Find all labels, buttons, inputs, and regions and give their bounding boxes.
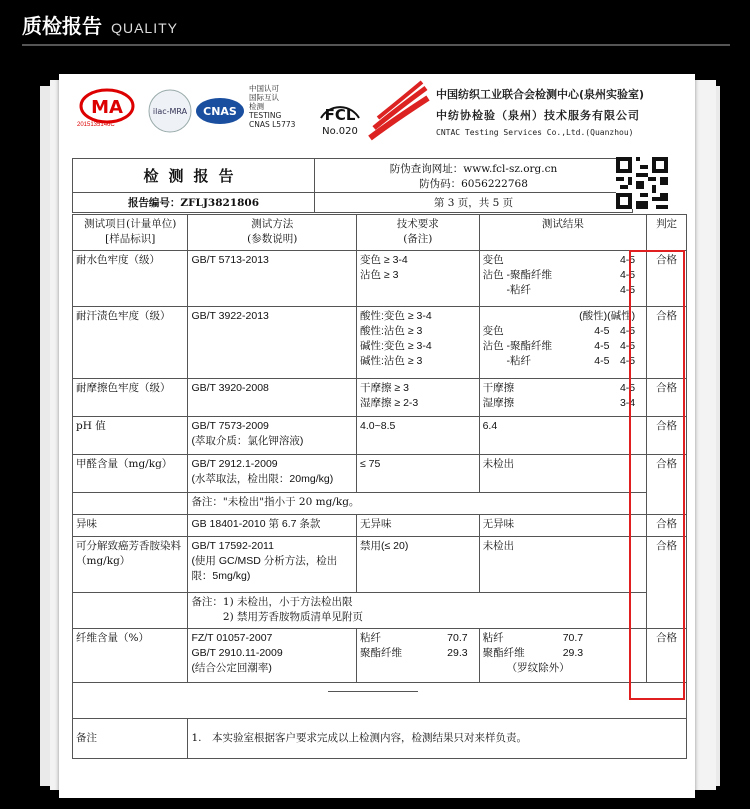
result-label: 变色 <box>482 325 504 337</box>
col-method-label: 测试方法 <box>251 218 294 230</box>
table-row <box>73 251 687 307</box>
row-note <box>188 593 647 629</box>
result-line <box>483 283 644 298</box>
result-line <box>483 381 644 396</box>
method-line: GB/T 7573-2009 <box>191 420 269 432</box>
logo-strip <box>59 74 695 154</box>
row-result <box>479 251 647 307</box>
note-row <box>73 593 687 629</box>
blank-cell <box>73 683 687 719</box>
req-line: 酸性:沾色 ≥ 3 <box>360 325 423 337</box>
row-result <box>479 379 647 417</box>
blank-rule <box>328 691 418 692</box>
col-req <box>357 215 480 251</box>
row-method: GB 18401-2010 第 6.7 条款 <box>188 515 357 537</box>
cnas-logo <box>195 96 245 126</box>
note-row <box>73 493 687 515</box>
row-result <box>479 629 647 683</box>
cnas-line: CNAS L5773 <box>249 120 296 129</box>
report-sheet <box>59 74 695 798</box>
req-value: 70.7 <box>447 632 468 644</box>
result-value: 4-5 4-5 <box>594 355 636 367</box>
row-item: 异味 <box>73 515 188 537</box>
row-method: GB/T 3922-2013 <box>188 307 357 379</box>
row-verdict: 合格 <box>647 537 687 629</box>
row-result: 未检出 <box>479 455 647 493</box>
result-value: 4-5 4-5 <box>594 340 636 352</box>
result-line <box>483 324 644 339</box>
org-line-3: CNTAC Testing Services Co.,Ltd.(Quanzhou) <box>436 128 634 137</box>
req-line: 酸性:变色 ≥ 3-4 <box>360 310 432 322</box>
result-label: 沾色 -聚酯纤维 <box>482 340 553 352</box>
result-value: (酸性)(碱性) <box>579 310 636 322</box>
row-item: 可分解致癌芳香胺染料（mg/kg） <box>73 537 188 593</box>
row-result: 无异味 <box>479 515 647 537</box>
row-req: ≤ 75 <box>357 455 480 493</box>
fcl-text: FCL <box>324 106 356 124</box>
method-line: GB/T 17592-2011 <box>191 540 274 552</box>
remark-text: 1. 本实验室根据客户要求完成以上检测内容，检测结果只对来样负责。 <box>188 719 687 759</box>
result-value: 4-5 <box>619 284 636 296</box>
page-number: 第 3 页，共 5 页 <box>315 193 633 213</box>
table-row <box>73 629 687 683</box>
result-line <box>483 309 644 324</box>
row-verdict: 合格 <box>647 629 687 683</box>
req-value: 29.3 <box>447 647 468 659</box>
row-req <box>357 307 480 379</box>
note-line: 备注：1) 未检出，小于方法检出限 <box>191 596 353 608</box>
row-method: GB/T 5713-2013 <box>188 251 357 307</box>
result-line <box>483 646 644 661</box>
result-label: 干摩擦 <box>482 382 515 394</box>
verify-url: 防伪查询网址：www.fcl-sz.org.cn <box>389 162 558 175</box>
result-value: 4-5 <box>619 254 636 266</box>
row-req: 禁用(≤ 20) <box>357 537 480 593</box>
result-value: 29.3 <box>562 647 584 659</box>
table-row <box>73 307 687 379</box>
row-req <box>357 379 480 417</box>
result-label: 粘纤 <box>482 632 504 644</box>
req-label: 聚酯纤维 <box>360 647 402 659</box>
method-line: (结合公定回潮率) <box>191 662 272 674</box>
fcl-no: No.020 <box>322 126 358 137</box>
req-line: 碱性:沾色 ≥ 3 <box>360 355 423 367</box>
col-verdict: 判定 <box>647 215 687 251</box>
qr-code <box>616 157 668 209</box>
cnas-text: CNAS <box>203 105 237 118</box>
row-method <box>188 629 357 683</box>
cnas-line: 中国认可 <box>249 84 279 93</box>
method-line: GB/T 2910.11-2009 <box>191 647 283 659</box>
col-method <box>188 215 357 251</box>
result-value: 4-5 <box>619 382 636 394</box>
cnas-line: 国际互认 <box>249 93 279 102</box>
row-verdict: 合格 <box>647 251 687 307</box>
result-value: 4-5 <box>619 269 636 281</box>
table-row <box>73 515 687 537</box>
table-row <box>73 379 687 417</box>
req-line: 湿摩擦 ≥ 2-3 <box>360 397 419 409</box>
table-row <box>73 455 687 493</box>
col-req-label: 技术要求 <box>396 218 439 230</box>
row-note: 备注："未检出"指小于 20 mg/kg。 <box>188 493 647 515</box>
result-line <box>483 354 644 369</box>
result-line <box>483 396 644 411</box>
organization-name <box>436 86 644 137</box>
col-item-label: 测试项目(计量单位) <box>84 218 177 230</box>
page-header <box>22 10 178 39</box>
result-label: -粘纤 <box>482 284 532 296</box>
result-label: 湿摩擦 <box>482 397 515 409</box>
ma-text: MA <box>91 97 123 118</box>
row-req <box>357 251 480 307</box>
header-row <box>73 215 687 251</box>
note-spacer <box>73 593 188 629</box>
remark-label: 备注 <box>73 719 188 759</box>
org-line-1: 中国纺织工业联合会检测中心(泉州实验室) <box>436 88 645 101</box>
result-label: 变色 <box>482 254 504 266</box>
result-value: 3-4 <box>619 397 636 409</box>
verdict-highlight-box <box>629 250 685 700</box>
row-verdict: 合格 <box>647 379 687 417</box>
req-line <box>360 646 476 661</box>
row-method <box>188 417 357 455</box>
result-line <box>483 268 644 283</box>
row-verdict: 合格 <box>647 417 687 455</box>
row-item: 耐摩擦色牢度（级） <box>73 379 188 417</box>
result-line <box>483 253 644 268</box>
ilac-logo <box>147 88 193 134</box>
ma-code: 2015135146C <box>77 122 115 128</box>
verify-code: 防伪码：6056222768 <box>419 177 528 190</box>
row-req <box>357 629 480 683</box>
row-req: 4.0~8.5 <box>357 417 480 455</box>
row-method <box>188 455 357 493</box>
row-item: pH 值 <box>73 417 188 455</box>
row-item: 耐汗渍色牢度（级） <box>73 307 188 379</box>
req-line: 干摩擦 ≥ 3 <box>360 382 409 394</box>
row-req: 无异味 <box>357 515 480 537</box>
org-line-2: 中纺协检验（泉州）技术服务有限公司 <box>436 109 640 122</box>
row-item: 耐水色牢度（级） <box>73 251 188 307</box>
table-row <box>73 537 687 593</box>
header-title-en: QUALITY <box>111 20 178 36</box>
result-line: （罗纹除外） <box>506 662 570 674</box>
header-title-cn: 质检报告 <box>22 14 102 38</box>
report-number: 报告编号：ZFLJ3821806 <box>73 193 315 213</box>
row-result: 6.4 <box>479 417 647 455</box>
req-line: 碱性:变色 ≥ 3-4 <box>360 340 432 352</box>
col-item-sub: [样品标识] <box>105 233 156 245</box>
col-result: 测试结果 <box>479 215 647 251</box>
table-row <box>73 417 687 455</box>
req-line <box>360 631 476 646</box>
row-item: 纤维含量（%） <box>73 629 188 683</box>
row-method: GB/T 3920-2008 <box>188 379 357 417</box>
result-value: 4-5 4-5 <box>594 325 636 337</box>
results-table <box>72 214 687 759</box>
cntac-flag-logo <box>364 80 434 150</box>
req-line: 变色 ≥ 3-4 <box>360 254 408 266</box>
row-verdict: 合格 <box>647 307 687 379</box>
method-line: (使用 GC/MSD 分析方法，检出限：5mg/kg) <box>191 555 338 582</box>
header-divider <box>22 44 730 46</box>
req-line: 沾色 ≥ 3 <box>360 269 399 281</box>
note-spacer <box>73 493 188 515</box>
row-result <box>479 307 647 379</box>
note-line: 2) 禁用芳香胺物质清单见附页 <box>191 611 364 623</box>
fcl-logo <box>315 88 365 138</box>
remark-row <box>73 719 687 759</box>
req-label: 粘纤 <box>360 632 381 644</box>
result-value: 70.7 <box>562 632 584 644</box>
ilac-text: ilac-MRA <box>152 107 188 116</box>
col-item <box>73 215 188 251</box>
result-label: 沾色 -聚酯纤维 <box>482 269 553 281</box>
result-line <box>483 631 644 646</box>
verify-block <box>315 159 633 193</box>
method-line: (萃取介质：氯化钾溶液) <box>191 435 304 447</box>
report-title: 检测报告 <box>73 159 315 193</box>
col-req-sub: (备注) <box>403 233 433 245</box>
cnas-line: 检测 <box>249 102 264 111</box>
method-line: (水萃取法，检出限：20mg/kg) <box>191 473 334 485</box>
result-label: -粘纤 <box>482 355 532 367</box>
row-method <box>188 537 357 593</box>
method-line: GB/T 2912.1-2009 <box>191 458 278 470</box>
result-line <box>483 339 644 354</box>
col-method-sub: (参数说明) <box>247 233 298 245</box>
row-result: 未检出 <box>479 537 647 593</box>
row-verdict: 合格 <box>647 455 687 515</box>
row-item: 甲醛含量（mg/kg） <box>73 455 188 493</box>
report-head-table <box>72 158 633 213</box>
cnas-line: TESTING <box>249 111 282 120</box>
method-line: FZ/T 01057-2007 <box>191 632 273 644</box>
row-verdict: 合格 <box>647 515 687 537</box>
result-label: 聚酯纤维 <box>482 647 525 659</box>
cnas-caption <box>249 84 295 129</box>
blank-row <box>73 683 687 719</box>
